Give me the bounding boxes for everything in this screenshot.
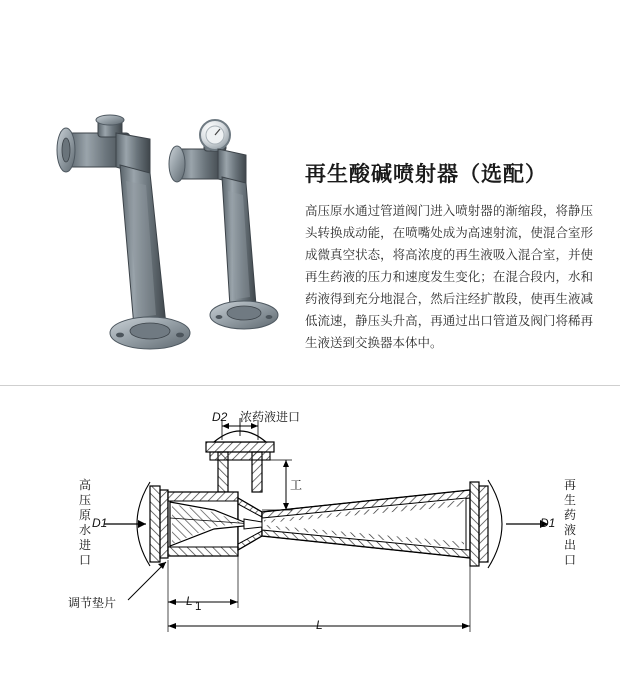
label-outlet-right: 再生药液出口 [563,478,576,567]
technical-diagram-section [0,386,620,677]
ejector-photo-svg [40,105,290,375]
label-gasket: 调节垫片 [68,596,117,610]
ejector-small [169,120,278,329]
label-inlet-left-dim: D1 [92,516,108,530]
label-outlet-right-dim: D1 [540,516,556,530]
label-dim-l: L [316,618,323,632]
label-dim-l1: L [186,594,193,608]
page-title: 再生酸碱喷射器（选配） [305,163,547,186]
ejector-large [57,115,190,349]
ejector-schematic [0,386,620,677]
label-dim-l1-sub: 1 [195,601,202,613]
product-photo [40,105,290,375]
label-top-inlet: 浓药液进口 [240,410,301,424]
label-inlet-left: 高压原水进口 [78,478,91,567]
label-top-dim: D2 [212,410,228,424]
description-text: 高压原水通过管道阀门进入喷射器的渐缩段，将静压头转换成动能，在喷嘴处成为高速射流，使混合室形成微真空状态，将高浓度的再生液吸入混合室，并使再生药液的压力和速度发生变化；在混合段内，水和药液得到充分地混合，然后注经扩散段，使再生液减低流速，静压头升高，再通过出口管道及阀门将稀再生液送到交换器本体中。 [305,204,593,350]
label-dim-t: 工 [290,478,303,492]
